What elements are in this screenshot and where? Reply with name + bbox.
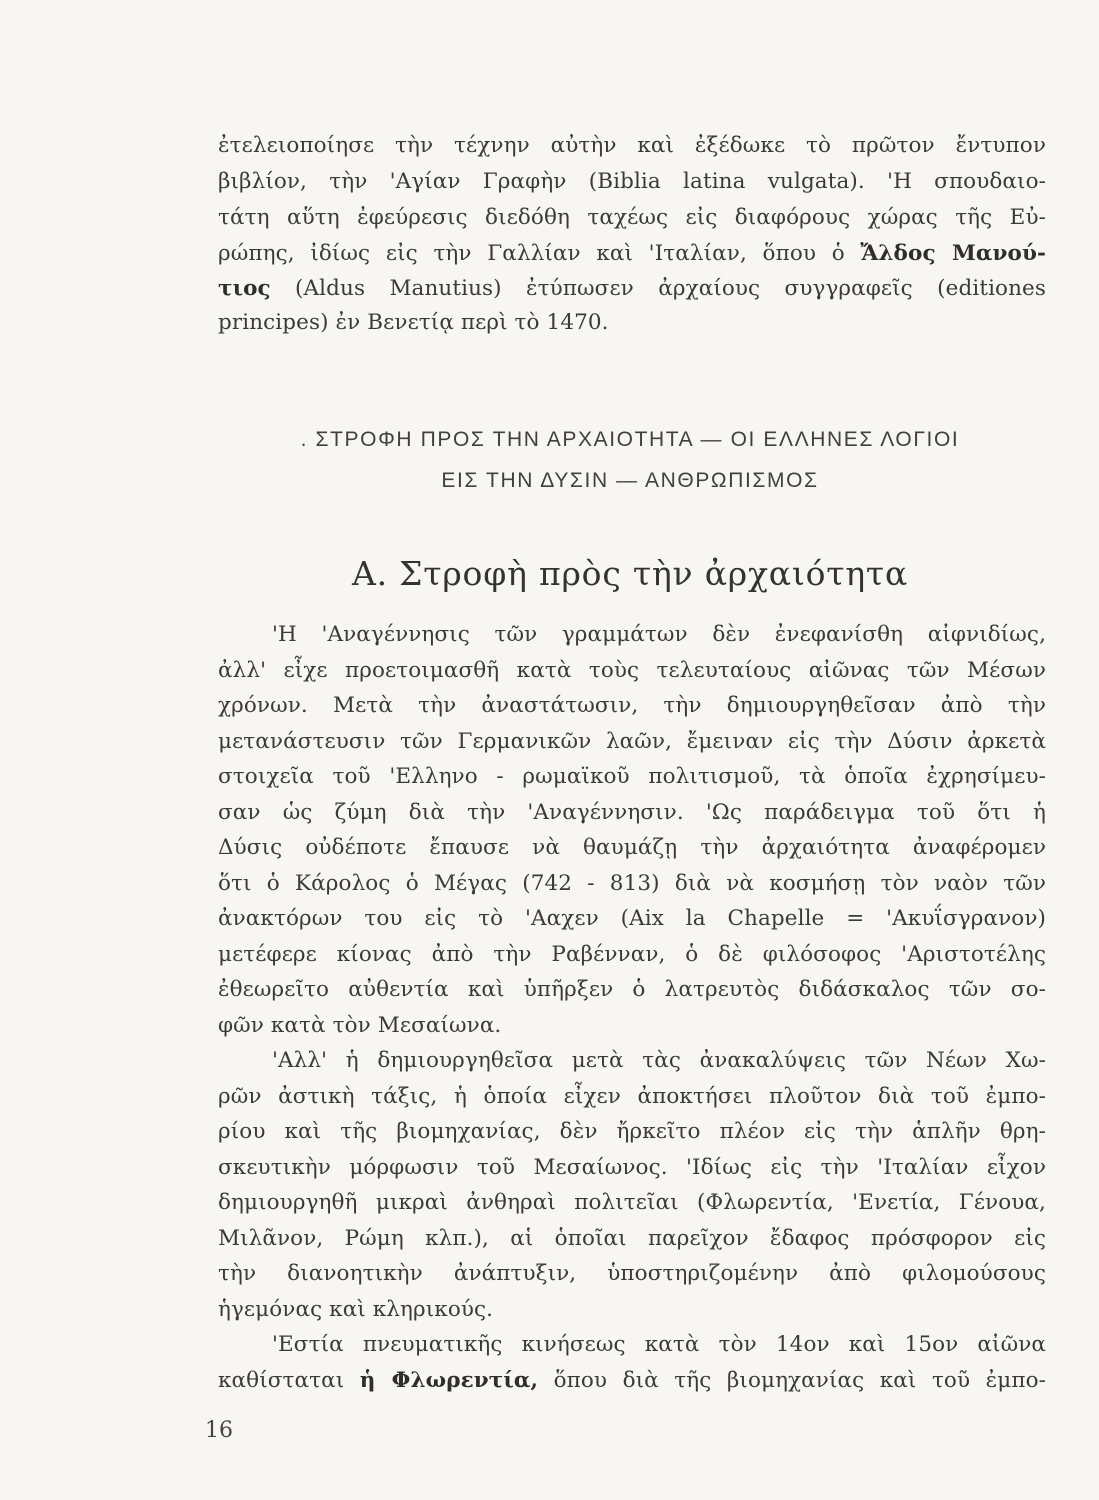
para3-line-2-end: ὅπου διὰ τῆς βιομηχανίας καὶ τοῦ ἐμπο- — [538, 1368, 1046, 1393]
para1-line: ὅτι ὁ Κάρολος ὁ Μέγας (742 - 813) διὰ νὰ κοσμήσῃ τὸν ναὸν τῶν — [218, 871, 1046, 896]
para1-line: ἀλλ' εἶχε προετοιμασθῆ κατὰ τοὺς τελευταίους αἰῶνας τῶν Μέσων — [218, 658, 1046, 683]
page-number: 16 — [205, 1418, 233, 1443]
para3-line-2-start: καθίσταται — [218, 1368, 360, 1393]
para1-line: στοιχεῖα τοῦ 'Ελληνο - ρωμαϊκοῦ πολιτισμοῦ, τὰ ὁποῖα ἐχρησίμευ- — [218, 764, 1046, 789]
section-heading-line-1: . ΣΤΡΟΦΗ ΠΡΟΣ ΤΗΝ ΑΡΧΑΙΟΤΗΤΑ — ΟΙ ΕΛΛΗΝΕΣ ΛΟΓΙΟΙ — [300, 428, 960, 451]
para2-line: τὴν διανοητικὴν ἀνάπτυξιν, ὑποστηριζομένην ἀπὸ φιλομούσους — [218, 1261, 1046, 1286]
para2-line: 'Αλλ' ἡ δημιουργηθεῖσα μετὰ τὰς ἀνακαλύψεις τῶν Νέων Χω- — [272, 1048, 1046, 1073]
para1-line: χρόνων. Μετὰ τὴν ἀναστάτωσιν, τὴν δημιουργηθεῖσαν ἀπὸ τὴν — [218, 693, 1046, 718]
section-heading-line-2: ΕΙΣ ΤΗΝ ΔΥΣΙΝ — ΑΝΘΡΩΠΙΣΜΟΣ — [441, 469, 819, 492]
para1-line: σαν ὡς ζύμη διὰ τὴν 'Αναγέννησιν. 'Ως παράδειγμα τοῦ ὅτι ἡ — [218, 800, 1046, 825]
para1-line: 'Η 'Αναγέννησις τῶν γραμμάτων δὲν ἐνεφανίσθη αἰφνιδίως, — [272, 622, 1046, 647]
intro-line-5 — [218, 274, 1046, 304]
aldus-name-end: τιος — [218, 276, 271, 301]
para2-line: ρῶν ἀστικὴ τάξις, ἡ ὁποία εἶχεν ἀποκτήσει πλοῦτον διὰ τοῦ ἐμπο- — [218, 1084, 1046, 1109]
aldus-name: Ἄλδος Μανού- — [860, 241, 1046, 266]
para1-line: Δύσις οὐδέποτε ἔπαυσε νὰ θαυμάζῃ τὴν ἀρχαιότητα ἀναφέρομεν — [218, 835, 1046, 860]
para2-line: Μιλᾶνον, Ρώμη κλπ.), αἱ ὁποῖαι παρεῖχον ἔδαφος πρόσφορον εἰς — [218, 1226, 1046, 1251]
para2-line: ρίου καὶ τῆς βιομηχανίας, δὲν ἤρκεῖτο πλέον εἰς τὴν ἁπλῆν θρη- — [218, 1119, 1046, 1144]
para3-line-2 — [218, 1366, 1046, 1396]
para1-line: μετανάστευσιν τῶν Γερμανικῶν λαῶν, ἔμειναν εἰς τὴν Δύσιν ἀρκετὰ — [218, 729, 1046, 754]
florence-bold: ἡ Φλωρεντία, — [359, 1368, 539, 1393]
intro-line-4-text: ρώπης, ἰδίως εἰς τὴν Γαλλίαν καὶ 'Ιταλίαν, ὅπου ὁ — [218, 241, 861, 266]
intro-line-4 — [218, 239, 1046, 269]
intro-line-3: τάτη αὕτη ἐφεύρεσις διεδόθη ταχέως εἰς διαφόρους χώρας τῆς Εὐ- — [218, 205, 1046, 230]
para1-line: μετέφερε κίονας ἀπὸ τὴν Ραβένναν, ὁ δὲ φιλόσοφος 'Αριστοτέλης — [218, 942, 1046, 967]
intro-line-5-text: (Aldus Manutius) ἐτύπωσεν ἀρχαίους συγγραφεῖς (editiones — [270, 276, 1046, 301]
intro-line-1: ἐτελειοποίησε τὴν τέχνην αὐτὴν καὶ ἐξέδωκε τὸ πρῶτον ἔντυπον — [218, 133, 1046, 158]
para3-line-1: 'Εστία πνευματικῆς κινήσεως κατὰ τὸν 14ον καὶ 15ον αἰῶνα — [272, 1332, 1046, 1357]
subheading: Α. Στροφὴ πρὸς τὴν ἀρχαιότητα — [351, 554, 909, 593]
para2-line: ἡγεμόνας καὶ κληρικούς. — [218, 1297, 494, 1322]
para1-line: ἀνακτόρων του εἰς τὸ 'Ααχεν (Aix la Chapelle = 'Ακυΐσγρανον) — [218, 906, 1046, 931]
para2-line: σκευτικὴν μόρφωσιν τοῦ Μεσαίωνος. 'Ιδίως εἰς τὴν 'Ιταλίαν εἶχον — [218, 1155, 1046, 1180]
para2-line: δημιουργηθῆ μικραὶ ἀνθηραὶ πολιτεῖαι (Φλωρεντία, 'Ενετία, Γένουα, — [218, 1190, 1046, 1215]
intro-line-2: βιβλίον, τὴν 'Αγίαν Γραφὴν (Biblia latina vulgata). 'Η σπουδαιο- — [218, 169, 1046, 194]
para1-line: ἐθεωρεῖτο αὐθεντία καὶ ὑπῆρξεν ὁ λατρευτὸς διδάσκαλος τῶν σο- — [218, 977, 1046, 1002]
intro-line-6: principes) ἐν Βενετίᾳ περὶ τὸ 1470. — [218, 310, 609, 335]
para1-line: φῶν κατὰ τὸν Μεσαίωνα. — [218, 1013, 502, 1038]
